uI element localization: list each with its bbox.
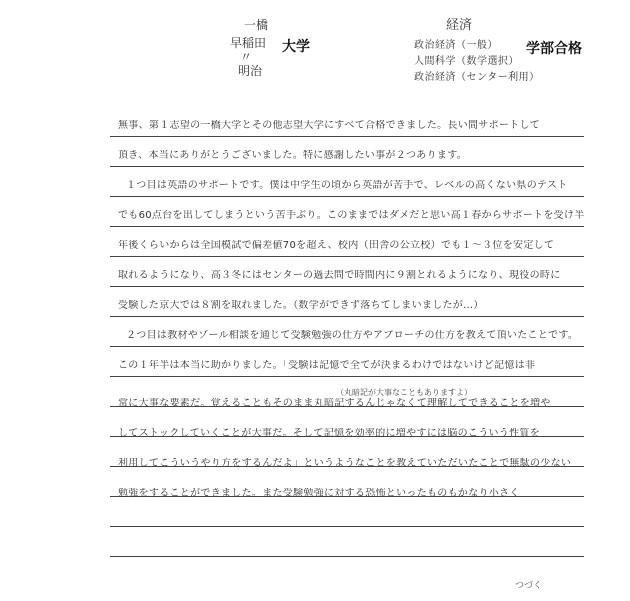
letter-line: 勉強をすることができました。また受験勉強に対する恐怖といったものもかなり小さく (118, 488, 520, 499)
letter-line: この１年半は本当に助かりました。「受験は記憶で全てが決まるわけではないけど記憶は非 (118, 360, 536, 371)
ruled-line (110, 346, 584, 347)
ruled-line (110, 556, 584, 557)
letter-line: 受験した京大では８割を取れました。（数学ができず落ちてしまいましたが…） (118, 300, 484, 311)
faculty-third: 人間科学（数学選択） (414, 56, 519, 67)
university-third: 明治 (238, 64, 263, 78)
margin-note: （丸暗記が大事なこともありますよ） (336, 388, 472, 397)
letter-line: 無事、第１志望の一橋大学とその他志望大学にすべて合格できました。長い間サポートして (118, 120, 541, 131)
letter-line: ２つ目は教材やゾール相談を通じて受験勉強の仕方やアプローチの仕方を教えて頂いたことです。 (126, 330, 579, 341)
letter-line: 常に大事な要素だ。覚えることもそのまま丸暗記するんじゃなくて理解してできることを増や (118, 398, 551, 409)
faculty-suffix: 学部合格 (526, 41, 582, 57)
ruled-line (110, 256, 584, 257)
ruled-line (110, 166, 584, 167)
ruled-line (110, 316, 584, 317)
university-second: 早稲田 (230, 36, 267, 50)
ruled-line (110, 286, 584, 287)
faculty-second: 政治経済（一般） (414, 40, 498, 51)
ruled-line (110, 526, 584, 527)
faculty-fourth: 政治経済（センター利用） (414, 72, 540, 83)
letter-line: １つ目は英語のサポートです。僕は中学生の頃から英語が苦手で、レベルの高くない県のテスト (126, 180, 568, 191)
ruled-line (110, 376, 584, 377)
ruled-line (110, 136, 584, 137)
letter-line: 利用してこういうやり方をするんだよ」というようなことを教えていただいたことで無駄の少ない (118, 458, 572, 469)
faculty-first: 経済 (446, 18, 473, 33)
ruled-line (110, 226, 584, 227)
letter-line: 取れるようになり、高３冬にはセンターの過去問で時間内に９割とれるようになり、現役の時に (118, 270, 561, 281)
university-suffix: 大学 (282, 39, 310, 55)
continued-mark: つづく (515, 581, 543, 591)
ditto-mark: 〃 (240, 50, 253, 64)
letter-line: 年後くらいからは全国模試で偏差値70を超え、校内（田舎の公立校）でも１〜３位を安定して (118, 240, 555, 251)
ruled-line (110, 196, 584, 197)
letter-line: してストックしていくことが大事だ。そして記憶を効率的に増やすには脳のこういう性質を (118, 428, 540, 439)
letter-line: でも60点台を出してしまうという苦手ぶり。このままではダメだと思い高１春からサポートを受け半 (118, 210, 585, 221)
university-first: 一橋 (244, 18, 269, 32)
letter-line: 頂き、本当にありがとうございました。特に感謝したい事が２つあります。 (118, 150, 467, 161)
